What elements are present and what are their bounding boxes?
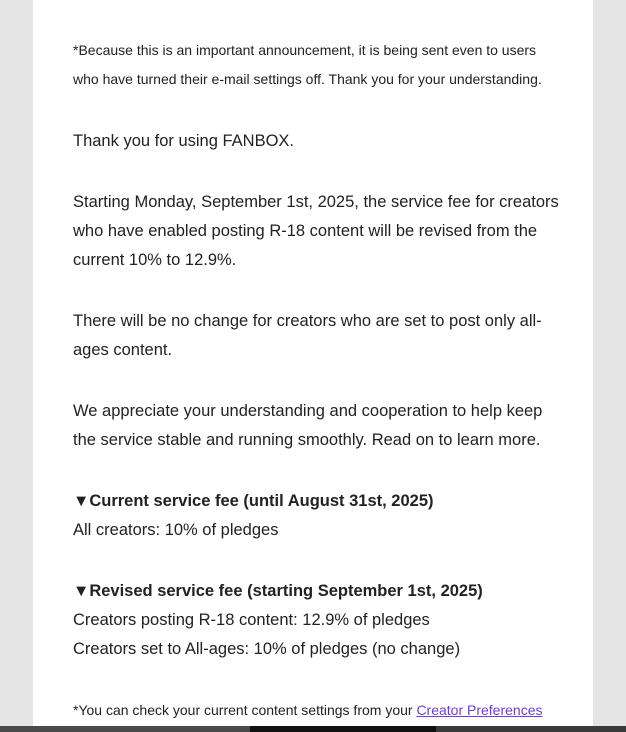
taskbar-segment [0,726,250,732]
greeting: Thank you for using FANBOX. [73,132,295,150]
email-body [33,0,593,732]
all-ages-note: There will be no change for creators who are set to post only all-ages content. [73,312,542,359]
creator-preferences-link[interactable]: Creator Preferences [416,702,543,718]
taskbar-segment [436,726,626,732]
current-fee-section [73,487,563,545]
revised-fee-all-ages-line: Creators set to All-ages: 10% of pledges (no change) [73,640,461,658]
revised-fee-heading: ▼Revised service fee (starting September 1st, 2025) [73,582,483,600]
footer-note-text: *You can check your current content settings from your [73,702,417,718]
fee-announcement: Starting Monday, September 1st, 2025, the service fee for creators who have enabled posting R-18 content will be revised from the current 10% to 12.9%. [73,193,559,269]
important-notice: *Because this is an important announcement, it is being sent even to users who have turned their e-mail settings off. Thank you for your understanding. [73,42,542,87]
current-fee-line: All creators: 10% of pledges [73,521,279,539]
current-fee-heading: ▼Current service fee (until August 31st, 2025) [73,492,434,510]
footer-note [73,696,563,725]
revised-fee-r18-line: Creators posting R-18 content: 12.9% of pledges [73,611,430,629]
taskbar-strip [0,726,626,732]
revised-fee-section [73,577,563,664]
taskbar-segment [250,726,436,732]
appreciation-text: We appreciate your understanding and cooperation to help keep the service stable and running smoothly. Read on to learn more. [73,402,543,449]
